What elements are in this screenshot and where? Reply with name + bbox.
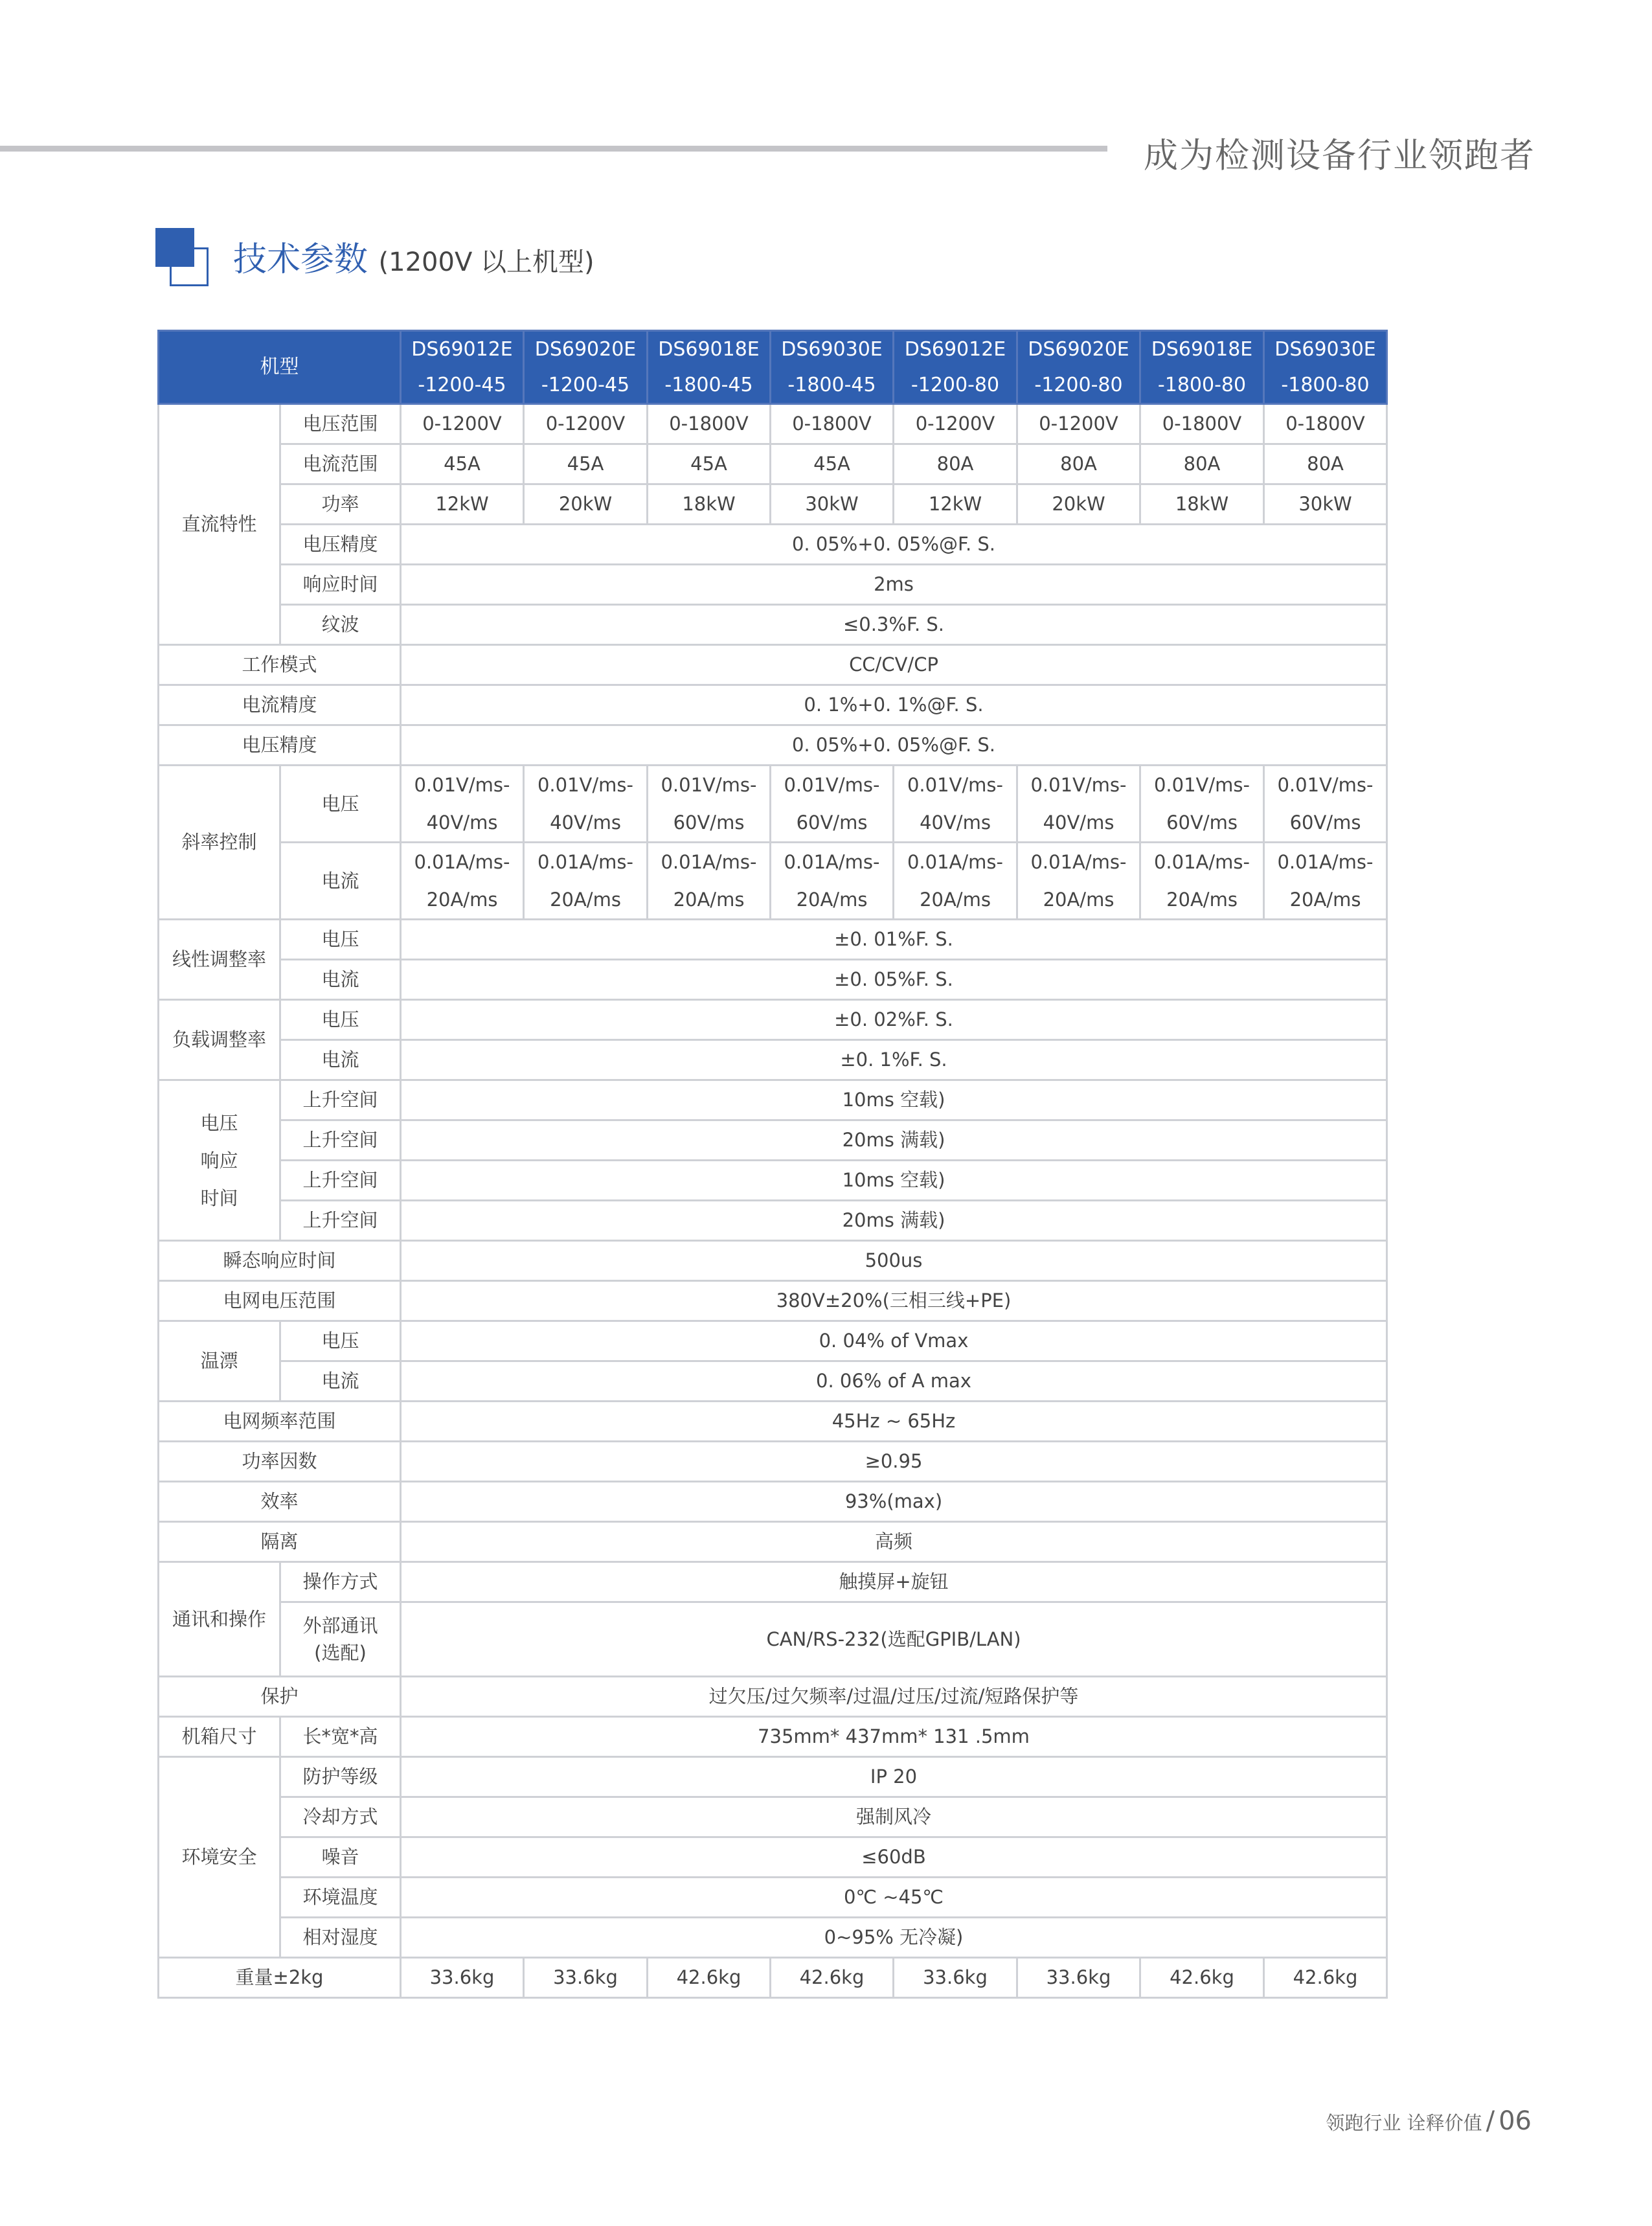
row-label: 电流精度 xyxy=(159,685,401,725)
value-cell: 42.6kg xyxy=(771,1958,894,1998)
table-row xyxy=(159,920,1387,960)
value-cell: 0.01V/ms- 60V/ms xyxy=(771,766,894,843)
table-row xyxy=(159,1321,1387,1361)
row-label: 电压 xyxy=(280,920,401,960)
value-cell: 0.01V/ms- 60V/ms xyxy=(648,766,771,843)
value-cell: CAN/RS-232(选配GPIB/LAN) xyxy=(401,1602,1387,1677)
value-cell: ≤0.3%F. S. xyxy=(401,605,1387,645)
row-label: 电流 xyxy=(280,843,401,920)
table-row xyxy=(159,1717,1387,1757)
row-label: 电压 xyxy=(280,1321,401,1361)
table-row xyxy=(159,1201,1387,1241)
row-label: 电流范围 xyxy=(280,444,401,484)
value-cell: 20kW xyxy=(524,484,648,525)
header-rule xyxy=(0,146,1107,152)
value-cell: 10ms 空载) xyxy=(401,1161,1387,1201)
group-label-slope: 斜率控制 xyxy=(159,766,280,920)
row-label: 响应时间 xyxy=(280,565,401,605)
value-cell: ≤60dB xyxy=(401,1837,1387,1878)
group-label-load-regulation: 负载调整率 xyxy=(159,1000,280,1080)
row-label: 噪音 xyxy=(280,1837,401,1878)
table-row xyxy=(159,1361,1387,1402)
value-cell: 380V±20%(三相三线+PE) xyxy=(401,1281,1387,1321)
value-cell: 80A xyxy=(1017,444,1140,484)
value-cell: 0℃ ~45℃ xyxy=(401,1878,1387,1918)
group-label-environment: 环境安全 xyxy=(159,1757,280,1958)
row-label: 瞬态响应时间 xyxy=(159,1241,401,1281)
value-cell: 0.01A/ms- 20A/ms xyxy=(894,843,1017,920)
row-label: 相对湿度 xyxy=(280,1918,401,1958)
table-row xyxy=(159,1677,1387,1717)
row-label: 上升空间 xyxy=(280,1161,401,1201)
row-label: 冷却方式 xyxy=(280,1797,401,1837)
value-cell: 0.01V/ms- 60V/ms xyxy=(1264,766,1387,843)
row-label: 外部通讯 (选配) xyxy=(280,1602,401,1677)
table-row xyxy=(159,843,1387,920)
row-label: 操作方式 xyxy=(280,1562,401,1602)
value-cell: 80A xyxy=(1264,444,1387,484)
footer-separator: / xyxy=(1486,2106,1495,2136)
value-cell: 45Hz ~ 65Hz xyxy=(401,1402,1387,1442)
table-row xyxy=(159,1000,1387,1040)
page-footer xyxy=(1326,2106,1532,2136)
value-cell: IP 20 xyxy=(401,1757,1387,1797)
value-cell: 0.01V/ms- 40V/ms xyxy=(1017,766,1140,843)
table-row xyxy=(159,1602,1387,1677)
value-cell: 0.01A/ms- 20A/ms xyxy=(1140,843,1264,920)
table-row xyxy=(159,444,1387,484)
value-cell: 93%(max) xyxy=(401,1482,1387,1522)
value-cell: 30kW xyxy=(1264,484,1387,525)
page-number: 06 xyxy=(1499,2106,1532,2136)
value-cell: 0-1800V xyxy=(1264,404,1387,444)
row-label: 电网电压范围 xyxy=(159,1281,401,1321)
value-cell: 触摸屏+旋钮 xyxy=(401,1562,1387,1602)
value-cell: 0. 04% of Vmax xyxy=(401,1321,1387,1361)
header-slogan: 成为检测设备行业领跑者 xyxy=(1144,136,1535,176)
group-label-voltage-response: 电压 响应 时间 xyxy=(159,1080,280,1241)
value-cell: ≥0.95 xyxy=(401,1442,1387,1482)
group-label-communication: 通讯和操作 xyxy=(159,1562,280,1677)
table-row xyxy=(159,766,1387,843)
model-cell: DS69030E -1800-80 xyxy=(1264,331,1387,404)
value-cell: 0.01V/ms- 40V/ms xyxy=(401,766,524,843)
group-label-dc: 直流特性 xyxy=(159,404,280,645)
value-cell: 33.6kg xyxy=(524,1958,648,1998)
value-cell: 20ms 满载) xyxy=(401,1201,1387,1241)
row-label: 效率 xyxy=(159,1482,401,1522)
value-cell: 0.01V/ms- 40V/ms xyxy=(894,766,1017,843)
group-label-line-regulation: 线性调整率 xyxy=(159,920,280,1000)
value-cell: 20kW xyxy=(1017,484,1140,525)
value-cell: 高频 xyxy=(401,1522,1387,1562)
table-row xyxy=(159,1562,1387,1602)
value-cell: 0.01A/ms- 20A/ms xyxy=(1264,843,1387,920)
row-label: 防护等级 xyxy=(280,1757,401,1797)
value-cell: 0. 05%+0. 05%@F. S. xyxy=(401,525,1387,565)
row-label: 电流 xyxy=(280,1361,401,1402)
value-cell: 33.6kg xyxy=(1017,1958,1140,1998)
row-label: 电流 xyxy=(280,1040,401,1080)
row-label: 功率因数 xyxy=(159,1442,401,1482)
spec-table xyxy=(157,330,1388,1999)
row-label: 电压精度 xyxy=(159,725,401,766)
table-row xyxy=(159,565,1387,605)
row-label: 功率 xyxy=(280,484,401,525)
table-row xyxy=(159,1878,1387,1918)
table-row xyxy=(159,725,1387,766)
section-heading xyxy=(155,228,997,290)
value-cell: 0.01V/ms- 60V/ms xyxy=(1140,766,1264,843)
table-row xyxy=(159,1161,1387,1201)
model-cell: DS69012E -1200-45 xyxy=(401,331,524,404)
value-cell: 45A xyxy=(524,444,648,484)
table-row xyxy=(159,1120,1387,1161)
value-cell: 0-1200V xyxy=(401,404,524,444)
model-cell: DS69020E -1200-45 xyxy=(524,331,648,404)
table-row xyxy=(159,645,1387,685)
model-cell: DS69018E -1800-80 xyxy=(1140,331,1264,404)
value-cell: 735mm* 437mm* 131 .5mm xyxy=(401,1717,1387,1757)
value-cell: 0.01V/ms- 40V/ms xyxy=(524,766,648,843)
value-cell: 0-1800V xyxy=(648,404,771,444)
section-title xyxy=(233,232,594,280)
section-subtitle: (1200V 以上机型) xyxy=(378,247,594,277)
value-cell: 0-1200V xyxy=(1017,404,1140,444)
value-cell: 0.01A/ms- 20A/ms xyxy=(524,843,648,920)
value-cell: 2ms xyxy=(401,565,1387,605)
value-cell: 42.6kg xyxy=(1140,1958,1264,1998)
value-cell: 0. 06% of A max xyxy=(401,1361,1387,1402)
row-label: 电网频率范围 xyxy=(159,1402,401,1442)
value-cell: 42.6kg xyxy=(1264,1958,1387,1998)
row-label: 工作模式 xyxy=(159,645,401,685)
value-cell: 80A xyxy=(894,444,1017,484)
row-label: 电压精度 xyxy=(280,525,401,565)
value-cell: ±0. 1%F. S. xyxy=(401,1040,1387,1080)
value-cell: 0-1200V xyxy=(894,404,1017,444)
model-cell: DS69018E -1800-45 xyxy=(648,331,771,404)
row-label: 长*宽*高 xyxy=(280,1717,401,1757)
row-label: 电流 xyxy=(280,960,401,1000)
row-label: 上升空间 xyxy=(280,1201,401,1241)
row-label: 上升空间 xyxy=(280,1120,401,1161)
table-row xyxy=(159,525,1387,565)
table-row xyxy=(159,1482,1387,1522)
value-cell: 12kW xyxy=(401,484,524,525)
row-label: 纹波 xyxy=(280,605,401,645)
value-cell: CC/CV/CP xyxy=(401,645,1387,685)
table-row xyxy=(159,1757,1387,1797)
row-label: 上升空间 xyxy=(280,1080,401,1120)
model-cell: DS69020E -1200-80 xyxy=(1017,331,1140,404)
table-row xyxy=(159,960,1387,1000)
table-row xyxy=(159,1442,1387,1482)
row-label: 重量±2kg xyxy=(159,1958,401,1998)
table-row xyxy=(159,605,1387,645)
table-row xyxy=(159,685,1387,725)
table-row xyxy=(159,1918,1387,1958)
group-label-drift: 温漂 xyxy=(159,1321,280,1402)
value-cell: 0.01A/ms- 20A/ms xyxy=(1017,843,1140,920)
model-cell: DS69030E -1800-45 xyxy=(771,331,894,404)
value-cell: 0. 05%+0. 05%@F. S. xyxy=(401,725,1387,766)
value-cell: 0-1800V xyxy=(1140,404,1264,444)
value-cell: 0.01A/ms- 20A/ms xyxy=(771,843,894,920)
model-header-row xyxy=(159,331,1387,404)
table-row xyxy=(159,1241,1387,1281)
value-cell: 80A xyxy=(1140,444,1264,484)
value-cell: 过欠压/过欠频率/过温/过压/过流/短路保护等 xyxy=(401,1677,1387,1717)
footer-text: 领跑行业 诠释价值 xyxy=(1326,2112,1482,2134)
row-label: 电压范围 xyxy=(280,404,401,444)
model-label: 机型 xyxy=(159,331,401,404)
table-row xyxy=(159,1402,1387,1442)
table-row xyxy=(159,1281,1387,1321)
value-cell: 0.01A/ms- 20A/ms xyxy=(648,843,771,920)
table-row xyxy=(159,1837,1387,1878)
value-cell: 0~95% 无冷凝) xyxy=(401,1918,1387,1958)
value-cell: 45A xyxy=(401,444,524,484)
table-row xyxy=(159,1797,1387,1837)
value-cell: 45A xyxy=(648,444,771,484)
group-label-chassis: 机箱尺寸 xyxy=(159,1717,280,1757)
value-cell: 0-1800V xyxy=(771,404,894,444)
table-row xyxy=(159,1958,1387,1998)
value-cell: ±0. 01%F. S. xyxy=(401,920,1387,960)
value-cell: ±0. 02%F. S. xyxy=(401,1000,1387,1040)
value-cell: 33.6kg xyxy=(894,1958,1017,1998)
table-row xyxy=(159,1040,1387,1080)
value-cell: 45A xyxy=(771,444,894,484)
value-cell: 33.6kg xyxy=(401,1958,524,1998)
value-cell: 18kW xyxy=(648,484,771,525)
value-cell: 强制风冷 xyxy=(401,1797,1387,1837)
row-label: 电压 xyxy=(280,1000,401,1040)
row-label: 保护 xyxy=(159,1677,401,1717)
value-cell: 18kW xyxy=(1140,484,1264,525)
value-cell: 20ms 满载) xyxy=(401,1120,1387,1161)
table-row xyxy=(159,404,1387,444)
section-title-main: 技术参数 xyxy=(233,240,368,279)
value-cell: 10ms 空载) xyxy=(401,1080,1387,1120)
value-cell: 500us xyxy=(401,1241,1387,1281)
value-cell: 0.01A/ms- 20A/ms xyxy=(401,843,524,920)
row-label: 隔离 xyxy=(159,1522,401,1562)
table-row xyxy=(159,484,1387,525)
value-cell: 0. 1%+0. 1%@F. S. xyxy=(401,685,1387,725)
table-row xyxy=(159,1080,1387,1120)
value-cell: 42.6kg xyxy=(648,1958,771,1998)
row-label: 环境温度 xyxy=(280,1878,401,1918)
value-cell: ±0. 05%F. S. xyxy=(401,960,1387,1000)
value-cell: 30kW xyxy=(771,484,894,525)
row-label: 电压 xyxy=(280,766,401,843)
value-cell: 12kW xyxy=(894,484,1017,525)
value-cell: 0-1200V xyxy=(524,404,648,444)
model-cell: DS69012E -1200-80 xyxy=(894,331,1017,404)
section-square-filled-icon xyxy=(155,228,194,267)
table-row xyxy=(159,1522,1387,1562)
